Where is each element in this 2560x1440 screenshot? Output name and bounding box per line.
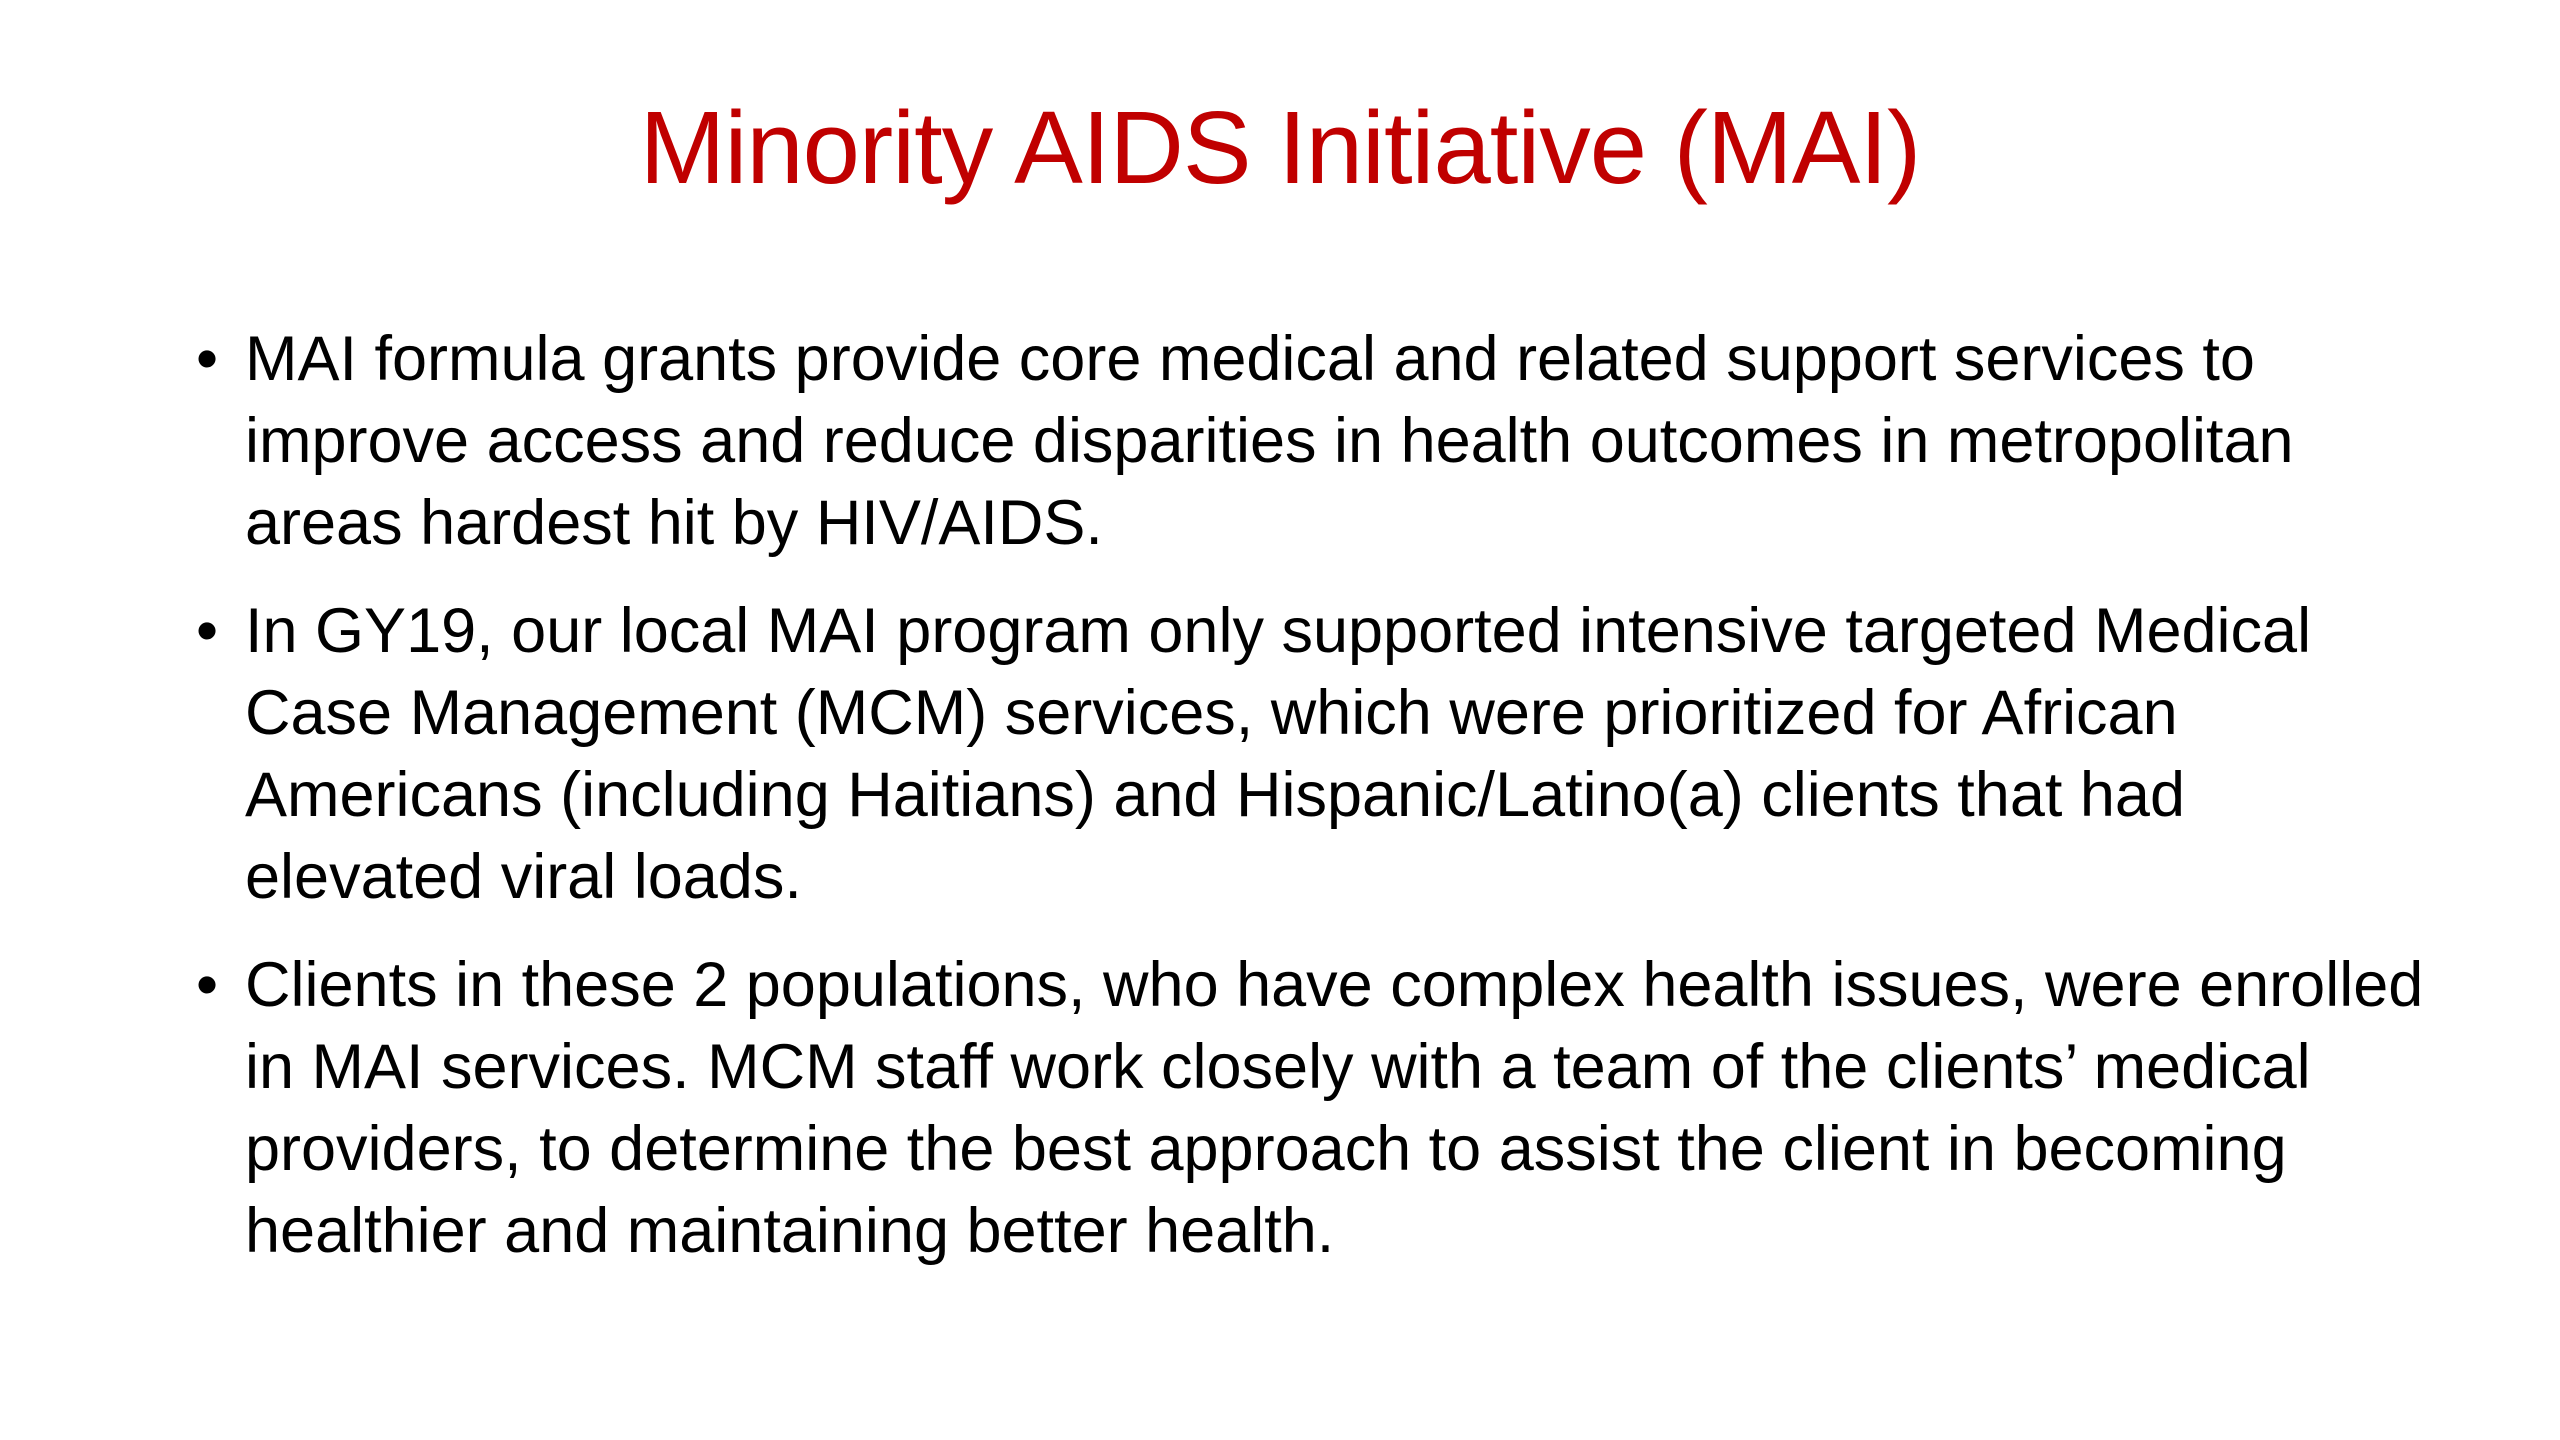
bullet-icon: • (196, 324, 219, 394)
bullet-list (196, 318, 2426, 1298)
slide-title: Minority AIDS Initiative (MAI) (639, 90, 1921, 205)
bullet-text: Clients in these 2 populations, who have complex health issues, were enrolled in MAI services. MCM staff work closely with a team of the clients’ medical providers, to determine the best approach to assist the client in becoming healthier and maintaining better health. (245, 950, 2424, 1266)
bullet-icon: • (196, 950, 219, 1020)
bullet-icon: • (196, 596, 219, 666)
bullet-item (196, 590, 2426, 918)
bullet-text: In GY19, our local MAI program only supported intensive targeted Medical Case Management (MCM) services, which were prioritized for African Americans (including Haitians) and Hispanic/Latino(a) clients that had elevated viral loads. (245, 596, 2312, 912)
bullet-text: MAI formula grants provide core medical and related support services to improve access and reduce disparities in health outcomes in metropolitan areas hardest hit by HIV/AIDS. (245, 324, 2294, 558)
bullet-item (196, 944, 2426, 1272)
bullet-item (196, 318, 2426, 564)
